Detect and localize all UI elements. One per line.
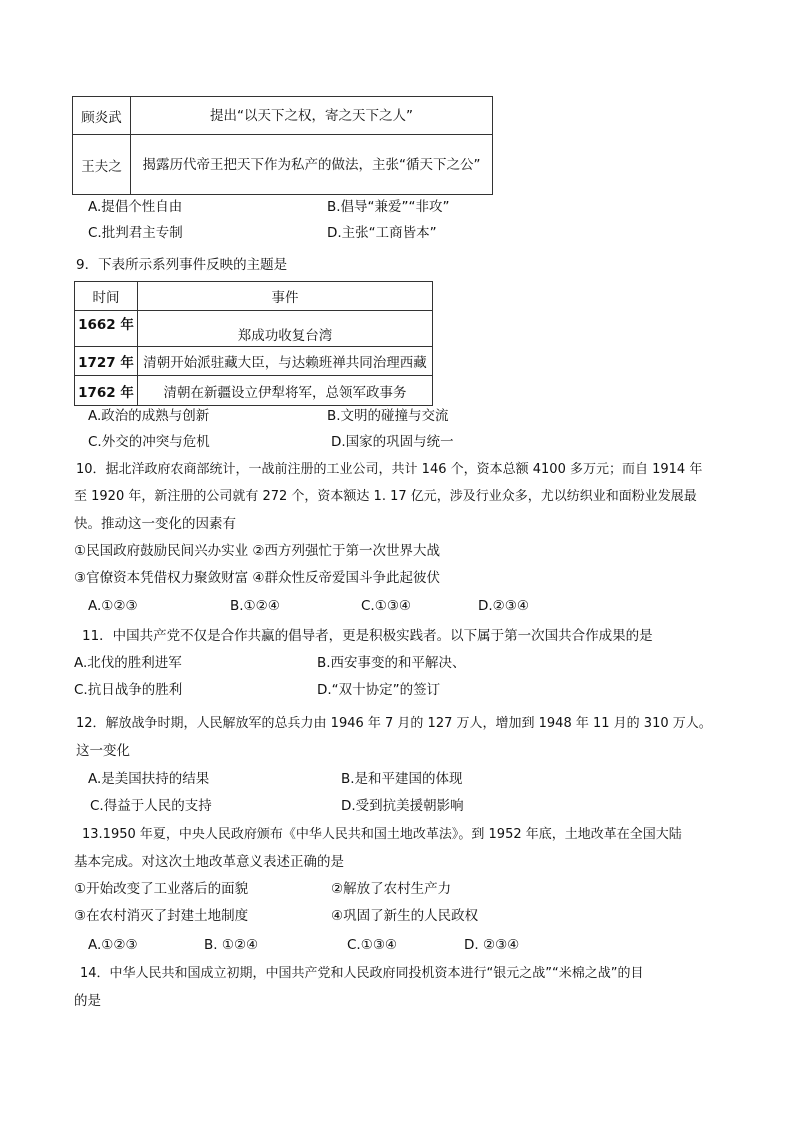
q10-stem-line1: 10．据北洋政府农商部统计，一战前注册的工业公司，共计 146 个，资本总额 4100 多万元；而自 1914 年: [76, 462, 703, 477]
q12-option-a: A.是美国扶持的结果: [88, 771, 210, 787]
q8-option-b: B.倡导“兼爱”“非攻”: [327, 199, 450, 215]
q13-option-c: C.①③④: [347, 937, 398, 953]
q8-option-a: A.提倡个性自由: [88, 199, 183, 215]
q12-option-d: D.受到抗美援朝影响: [341, 798, 464, 814]
q13-option-a: A.①②③: [88, 937, 138, 953]
q10-option-d: D.②③④: [478, 598, 529, 614]
q12-stem-line2: 这一变化: [76, 743, 130, 759]
q12-stem-line1: 12．解放战争时期，人民解放军的总兵力由 1946 年 7 月的 127 万人，增加到 1948 年 11 月的 310 万人。: [76, 716, 712, 731]
q11-option-c: C.抗日战争的胜利: [74, 682, 183, 698]
q11-option-b: B.西安事变的和平解决、: [317, 655, 466, 671]
q13-option-d: D. ②③④: [464, 937, 520, 953]
q10-stem-line3: 快。推动这一变化的因素有: [74, 516, 236, 532]
q8-option-c: C.批判君主专制: [88, 225, 183, 241]
q13-statement-4: ④巩固了新生的人民政权: [331, 908, 479, 924]
q12-option-c: C.得益于人民的支持: [90, 798, 212, 814]
q13-statement-1: ①开始改变了工业落后的面貌: [74, 881, 249, 897]
q13-statement-2: ②解放了农村生产力: [331, 881, 452, 897]
q13-option-b: B. ①②④: [204, 937, 259, 953]
q12-option-b: B.是和平建国的体现: [341, 771, 463, 787]
q11-stem: 11．中国共产党不仅是合作共赢的倡导者，更是积极实践者。以下属于第一次国共合作成果的是: [82, 628, 653, 644]
q9-option-a: A.政治的成熟与创新: [88, 408, 210, 424]
q10-option-b: B.①②④: [230, 598, 280, 614]
table-cell-time: 1762 年: [75, 376, 138, 406]
table-cell-name: 顾炎武: [73, 97, 131, 135]
q13-statement-3: ③在农村消灭了封建土地制度: [74, 908, 249, 924]
q9-option-b: B.文明的碰撞与交流: [327, 408, 449, 424]
q14-stem-line1: 14．中华人民共和国成立初期，中国共产党和人民政府同投机资本进行“银元之战”“米棉之战”的目: [80, 966, 644, 981]
q11-option-d: D.“双十协定”的签订: [317, 682, 441, 698]
q8-table: [72, 96, 493, 195]
table-cell-event: 清朝开始派驻藏大臣，与达赖班禅共同治理西藏: [138, 347, 433, 376]
table-cell-desc: 提出“以天下之权，寄之天下之人”: [131, 97, 493, 135]
table-cell-desc-text: 揭露历代帝王把天下作为私产的做法，主张“循天下之公”: [142, 156, 481, 173]
q9-option-d: D.国家的巩固与统一: [331, 434, 454, 450]
q10-option-a: A.①②③: [88, 598, 138, 614]
q9-table: [74, 281, 433, 406]
q8-option-d: D.主张“工商皆本”: [327, 225, 437, 241]
table-header-time: 时间: [75, 282, 138, 311]
q10-option-c: C.①③④: [361, 598, 412, 614]
q13-stem-line1: 13.1950 年夏，中央人民政府颁布《中华人民共和国土地改革法》。到 1952 年底，土地改革在全国大陆: [82, 827, 682, 842]
q14-stem-line2: 的是: [74, 993, 101, 1009]
q10-statements-1-2: ①民国政府鼓励民间兴办实业 ②西方列强忙于第一次世界大战: [74, 543, 440, 559]
table-header-event: 事件: [138, 282, 433, 311]
q10-statements-3-4: ③官僚资本凭借权力聚敛财富 ④群众性反帝爱国斗争此起彼伏: [74, 570, 440, 586]
table-cell-desc: [131, 135, 493, 195]
table-cell-event: 郑成功收复台湾: [138, 311, 433, 347]
table-cell-time: 1662 年: [75, 311, 138, 347]
q13-stem-line2: 基本完成。对这次土地改革意义表述正确的是: [74, 854, 344, 870]
table-cell-name: 王夫之: [73, 135, 131, 195]
q9-option-c: C.外交的冲突与危机: [88, 434, 210, 450]
q11-option-a: A.北伐的胜利进军: [74, 655, 182, 671]
table-cell-time: 1727 年: [75, 347, 138, 376]
q9-stem: 9．下表所示系列事件反映的主题是: [76, 257, 288, 273]
table-cell-event: 清朝在新疆设立伊犁将军，总领军政事务: [138, 376, 433, 406]
q10-stem-line2: 至 1920 年，新注册的公司就有 272 个，资本额达 1. 17 亿元，涉及行业众多，尤以纺织业和面粉业发展最: [74, 489, 697, 504]
